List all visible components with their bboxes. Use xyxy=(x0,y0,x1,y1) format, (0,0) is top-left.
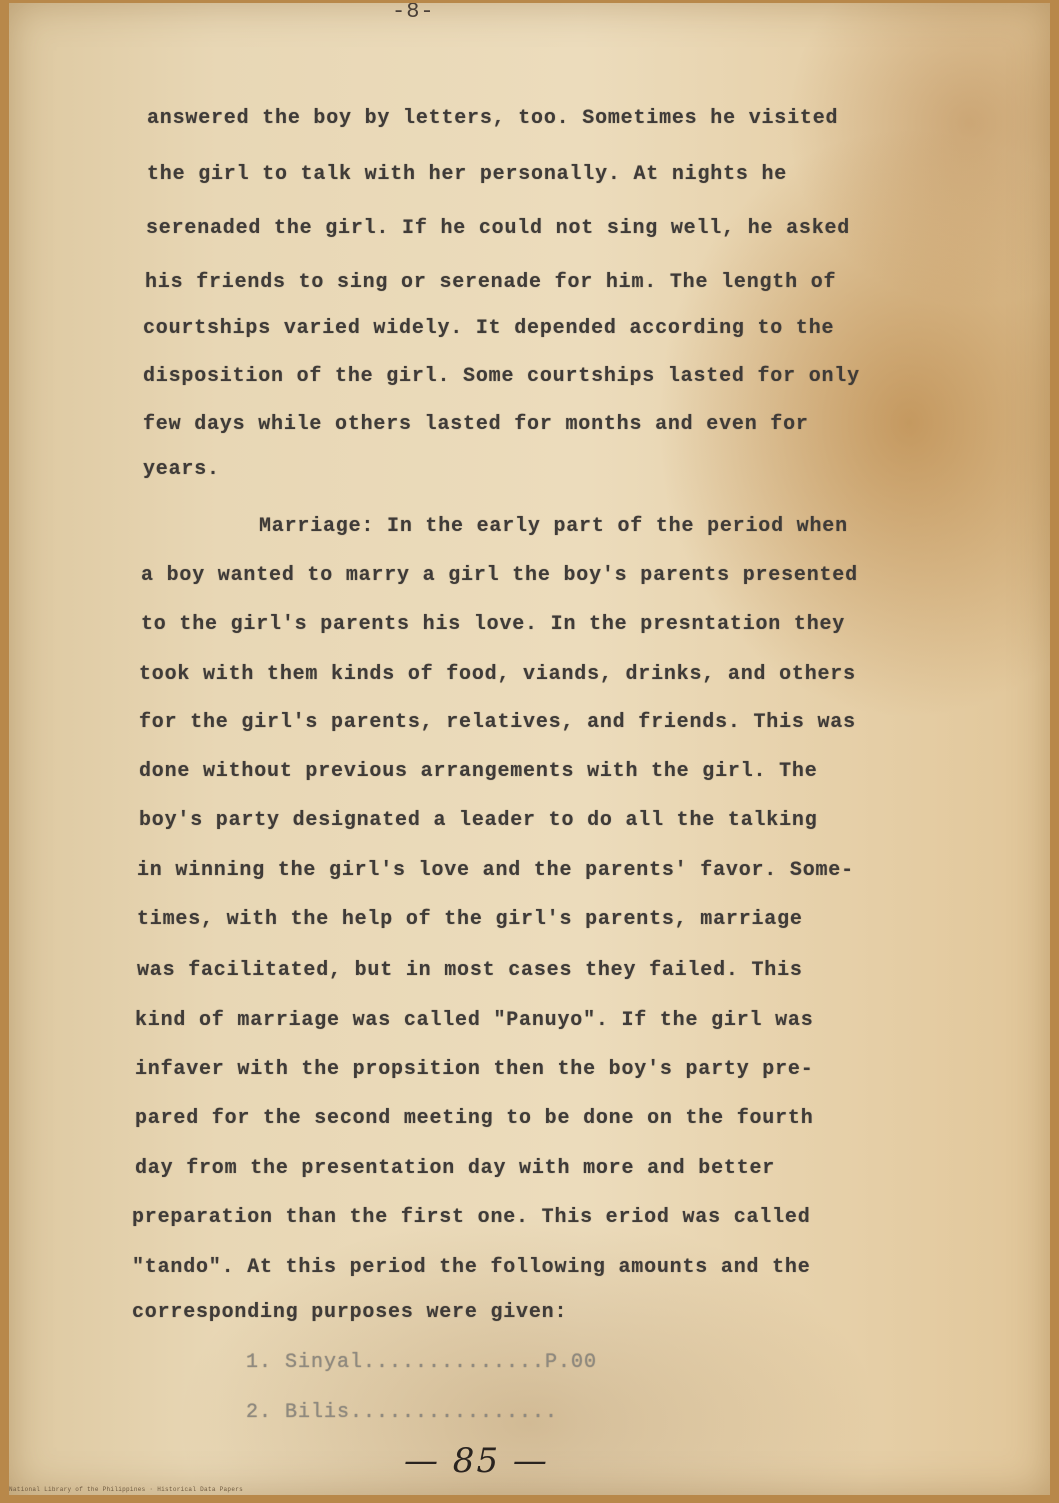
text-line: for the girl's parents, relatives, and friends. This was xyxy=(139,711,856,734)
text-line: years. xyxy=(143,458,220,481)
text-line: done without previous arrangements with the girl. The xyxy=(139,760,818,783)
handwritten-page-number: — 85 — xyxy=(404,1441,549,1481)
text-line: Marriage: In the early part of the period when xyxy=(259,515,848,538)
text-line: "tando". At this period the following amounts and the xyxy=(132,1256,811,1279)
text-line: courtships varied widely. It depended according to the xyxy=(143,317,835,340)
text-line: few days while others lasted for months and even for xyxy=(143,413,809,436)
text-line: the girl to talk with her personally. At nights he xyxy=(147,163,788,186)
text-line: pared for the second meeting to be done on the fourth xyxy=(135,1107,814,1130)
text-line: in winning the girl's love and the parents' favor. Some- xyxy=(137,859,854,882)
text-line: was facilitated, but in most cases they failed. This xyxy=(137,959,803,982)
page-number: -8- xyxy=(392,3,435,24)
list-item: 1. Sinyal..............P.00 xyxy=(246,1351,598,1374)
text-line: his friends to sing or serenade for him. The length of xyxy=(145,271,837,294)
text-line: answered the boy by letters, too. Sometimes he visited xyxy=(147,107,839,130)
text-line: kind of marriage was called "Panuyo". If the girl was xyxy=(135,1009,814,1032)
text-line: serenaded the girl. If he could not sing well, he asked xyxy=(146,217,851,240)
text-line: to the girl's parents his love. In the presntation they xyxy=(141,613,846,636)
text-line: times, with the help of the girl's parents, marriage xyxy=(137,908,803,931)
text-line: disposition of the girl. Some courtships lasted for only xyxy=(143,365,860,388)
document-page xyxy=(9,3,1050,1495)
text-line: boy's party designated a leader to do all the talking xyxy=(139,809,818,832)
text-line: corresponding purposes were given: xyxy=(132,1301,568,1324)
text-line: preparation than the first one. This eriod was called xyxy=(132,1206,811,1229)
text-line: a boy wanted to marry a girl the boy's parents presented xyxy=(141,564,858,587)
text-line: day from the presentation day with more and better xyxy=(135,1157,776,1180)
list-item: 2. Bilis................ xyxy=(246,1401,559,1424)
footer-stamp: National Library of the Philippines · Historical Data Papers xyxy=(9,1486,244,1493)
text-line: took with them kinds of food, viands, drinks, and others xyxy=(139,663,856,686)
text-line: infaver with the propsition then the boy's party pre- xyxy=(135,1058,814,1081)
